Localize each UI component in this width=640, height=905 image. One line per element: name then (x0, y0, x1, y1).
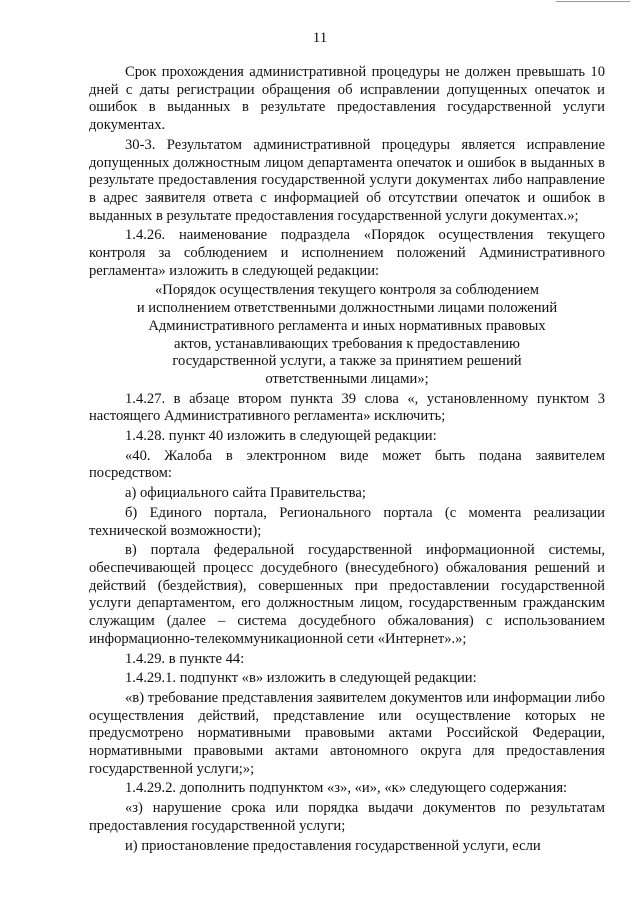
title-line: государственной услуги, а также за принятием решений (172, 353, 522, 370)
paragraph: 1.4.28. пункт 40 изложить в следующей редакции: (125, 428, 437, 445)
list-item: а) официального сайта Правительства; (125, 485, 366, 502)
list-item: в) портала федеральной государственной информационной системы, обеспечивающей процесс досудебного (внесудебного) обжалования решений и действий (бездействия), совершенных при предоставлении государственной услуги департаментом, его должностным лицом, государственным гражданским служащим (далее – система досудебного обжалования) с использованием информационно-телекоммуникационной сети «Интернет».»; (89, 542, 605, 647)
paragraph: 30-3. Результатом административной процедуры является исправление допущенных должностным лицом департамента опечаток и ошибок в выданных в результате предоставления государственной услуги документах либо направление в адрес заявителя ответа с информацией об отсутствии опечаток и ошибок в выданных в результате предоставления государственной услуги документах.»; (89, 136, 605, 224)
title-line: ответственными лицами»; (265, 370, 429, 387)
paragraph: «в) требование представления заявителем документов или информации либо осуществления действий, представление или осуществление которых не предусмотрено нормативными правовыми актами Российской Федерации, нормативными правовыми актами автономного округа для предоставления государственной услуги;»; (89, 689, 605, 777)
title-line: и исполнением ответственными должностными лицами положений (136, 300, 558, 317)
paragraph: 1.4.29.1. подпункт «в» изложить в следующей редакции: (125, 670, 477, 687)
title-line: актов, устанавливающих требования к предоставлению (174, 335, 520, 352)
paragraph: Срок прохождения административной процедуры не должен превышать 10 дней с даты регистрации обращения об исправлении допущенных опечаток и ошибок в выданных в результате предоставления государственной услуги документах. (89, 64, 605, 134)
subsection-title (89, 282, 605, 388)
document-body (89, 64, 605, 857)
list-item: «з) нарушение срока или порядка выдачи документов по результатам предоставления государственной услуги; (89, 800, 605, 834)
paragraph: 1.4.29.2. дополнить подпунктом «з», «и», «к» следующего содержания: (125, 780, 568, 797)
scan-edge-mark (556, 1, 630, 5)
list-item: и) приостановление предоставления государственной услуги, если (125, 837, 541, 854)
title-line: «Порядок осуществления текущего контроля за соблюдением (155, 282, 539, 299)
page-number: 11 (312, 30, 328, 46)
list-item: б) Единого портала, Регионального портала (с момента реализации технической возможности); (89, 504, 605, 539)
paragraph: 1.4.26. наименование подраздела «Порядок осуществления текущего контроля за соблюдением и исполнением положений Административного регламента» изложить в следующей редакции: (89, 227, 605, 279)
paragraph: «40. Жалоба в электронном виде может быть подана заявителем посредством: (89, 447, 605, 482)
title-line: Административного регламента и иных нормативных правовых (148, 317, 546, 334)
paragraph: 1.4.27. в абзаце втором пункта 39 слова «, установленному пунктом 3 настоящего Административного регламента» исключить; (89, 390, 605, 425)
paragraph: 1.4.29. в пункте 44: (125, 650, 245, 667)
